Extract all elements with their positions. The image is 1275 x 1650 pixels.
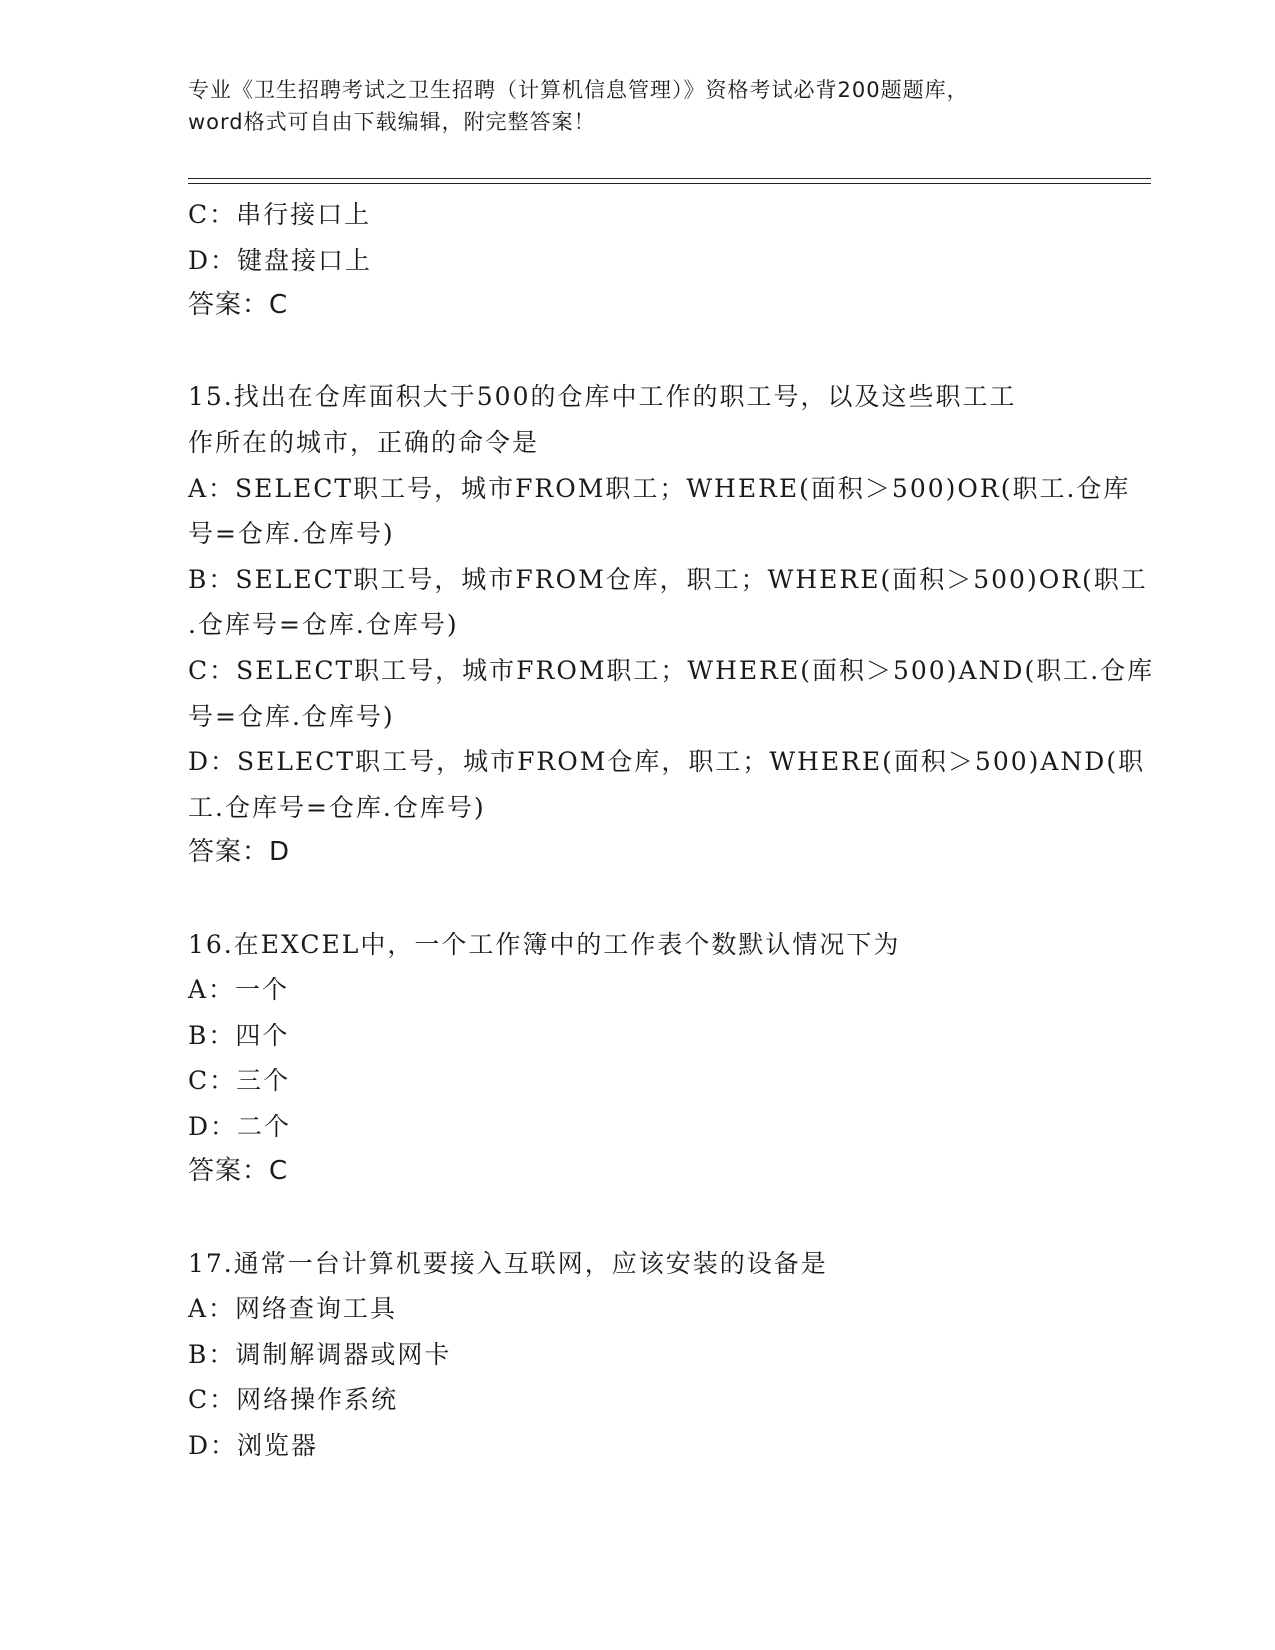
- option-c-cont: 号=仓库.仓库号): [188, 701, 395, 731]
- option-d: D：二个: [188, 1111, 292, 1141]
- answer-line: 答案：D: [188, 837, 291, 868]
- header-line-2: word格式可自由下载编辑，附完整答案！: [188, 110, 596, 134]
- spacer: [188, 1195, 1088, 1241]
- option-c: C：串行接口上: [188, 200, 372, 229]
- header-line-1: 专业《卫生招聘考试之卫生招聘（计算机信息管理）》资格考试必背200题题库，: [188, 78, 969, 102]
- header-rule-top: [188, 178, 1151, 179]
- option-c: C：SELECT职工号，城市FROM职工；WHERE(面积＞500)AND(职工.仓库: [188, 655, 1155, 685]
- option-b: B：调制解调器或网卡: [188, 1339, 452, 1369]
- option-d-cont: 工.仓库号=仓库.仓库号): [188, 792, 486, 822]
- option-a: A：一个: [188, 975, 290, 1005]
- question-16: [188, 922, 1088, 1196]
- question-text: 16.在EXCEL中，一个工作簿中的工作表个数默认情况下为: [188, 929, 901, 959]
- question-text: 15.找出在仓库面积大于500的仓库中工作的职工号，以及这些职工工: [188, 382, 1017, 412]
- option-d: D：浏览器: [188, 1431, 319, 1461]
- option-c: C：三个: [188, 1066, 291, 1096]
- option-b: B：四个: [188, 1020, 290, 1050]
- spacer: [188, 876, 1088, 922]
- header-rule-bottom: [188, 183, 1151, 184]
- answer-line: 答案：C: [188, 1156, 289, 1187]
- spacer: [188, 329, 1088, 375]
- option-a: A：网络查询工具: [188, 1294, 398, 1324]
- option-d: D：SELECT职工号，城市FROM仓库，职工；WHERE(面积＞500)AND(职: [188, 747, 1146, 777]
- answer-line: 答案：C: [188, 290, 289, 321]
- question-17: [188, 1241, 1088, 1469]
- option-a-cont: 号=仓库.仓库号): [188, 519, 395, 549]
- question-text: 17.通常一台计算机要接入互联网，应该安装的设备是: [188, 1248, 828, 1278]
- document-body: [188, 192, 1155, 1469]
- prev-question: [188, 192, 1088, 329]
- document-header: [188, 74, 1148, 138]
- option-d: D：键盘接口上: [188, 245, 373, 275]
- question-15: [188, 374, 1155, 876]
- question-text: 作所在的城市，正确的命令是: [188, 427, 540, 457]
- option-c: C：网络操作系统: [188, 1385, 399, 1415]
- option-a: A：SELECT职工号，城市FROM职工；WHERE(面积＞500)OR(职工.仓库: [188, 473, 1131, 503]
- option-b-cont: .仓库号=仓库.仓库号): [188, 610, 459, 640]
- option-b: B：SELECT职工号，城市FROM仓库，职工；WHERE(面积＞500)OR(职工: [188, 564, 1148, 594]
